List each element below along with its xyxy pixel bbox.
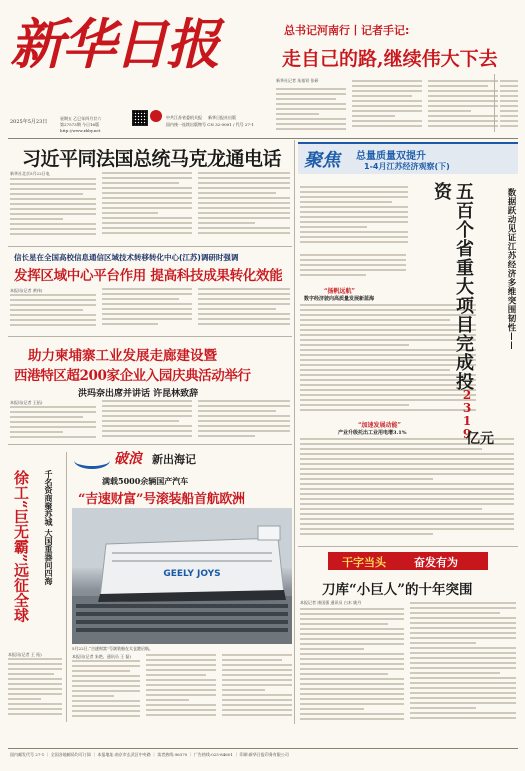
sea-feature-brand-bar	[70, 448, 292, 470]
issue-date: 2025年5月23日	[10, 119, 48, 125]
header-feature-title: 走自己的路,继续伟大下去	[282, 48, 498, 70]
ship-photo-caption: 5月22日,“吉速财富”号滚装船在太仓港启航。	[72, 646, 153, 651]
header-feature-body-4	[500, 80, 518, 132]
focus-box	[298, 142, 518, 174]
ship-name-label: GEELY JOYS	[163, 569, 221, 579]
date-weekday: 星期五 乙巳年四月廿六	[60, 116, 102, 121]
side-story-vertical-title	[484, 188, 516, 432]
footer-info: 国内邮发代号 27-1 ｜ 全国各地邮局均可订阅 ｜ 本报地址:南京市玄武区中央路 ｜ 读者热线:96370 ｜ 广告热线:025-84601 ｜ 印刷:新华日报印务有限公司	[10, 752, 289, 757]
header-feature-byline: 新华社记者 朱基钗 张研	[276, 78, 319, 83]
story-3-sub: 洪玛奈出席并讲话 许昆林致辞	[78, 389, 199, 399]
sea-feature-body-1	[72, 660, 140, 722]
feature-tag-2: 奋发有为	[414, 556, 458, 569]
side-story-kicker-vertical: 数据跃动见证江苏经济多维突围韧性——	[506, 188, 516, 350]
header-feature-kicker: 总书记河南行丨记者手记:	[284, 24, 410, 37]
sea-feature-brand-2: 新出海记	[152, 453, 196, 466]
column-block-byline: 本报讯(记者 王 拓)	[8, 652, 42, 657]
column-block	[8, 466, 62, 724]
side-story-big-title	[416, 182, 474, 440]
focus-box-brand: 聚焦	[304, 150, 340, 171]
header-feature-body	[276, 88, 346, 132]
sea-feature	[8, 446, 292, 724]
side-story-big-title-text: 五百个省重大项目完成投资	[431, 182, 474, 391]
ship-photo	[72, 508, 292, 644]
header-feature	[262, 8, 518, 134]
masthead	[8, 6, 256, 136]
story-3-title-line-1: 助力柬埔寨工业发展走廊建设暨	[28, 348, 217, 364]
story-2-byline: 本报讯(记者 黄伟)	[10, 288, 43, 293]
story-2-body-1	[10, 294, 96, 330]
right-bottom-body-2	[410, 602, 516, 724]
sea-feature-sub: 满载5000余辆国产汽车	[102, 476, 189, 486]
story-2-body-2	[102, 288, 192, 330]
side-story-subhead-1-text: 数字经济驶向高质量发展新蓝海	[304, 296, 375, 302]
sea-feature-brand: 破浪	[114, 451, 142, 467]
feature-tag-1: 干字当头	[342, 556, 386, 569]
side-story-amount: 2319	[460, 388, 474, 440]
lead-story-title: 习近平同法国总统马克龙通电话	[22, 148, 282, 170]
qr-code-icon	[132, 110, 148, 126]
side-story-subhead-1: “扬帆远航”	[324, 288, 355, 295]
right-bottom-byline: 本报记者 康国强 通讯员 白木 姚丹	[300, 600, 362, 605]
lead-story-body-1	[10, 178, 96, 240]
lead-story-dateline: 新华社北京5月22日电	[10, 171, 50, 176]
side-story-body-1	[300, 186, 408, 248]
sea-feature-title: “吉速财富”号滚装船首航欧洲	[78, 492, 245, 507]
publisher-line-2: 新华日报社出版	[208, 115, 236, 120]
right-bottom-body-1	[300, 608, 404, 724]
lead-story	[8, 140, 292, 244]
emblem-icon	[150, 110, 162, 122]
focus-box-title: 总量质量双提升	[356, 151, 426, 162]
side-story	[298, 176, 518, 542]
column-block-title: 徐工“巨无霸”远征全球	[12, 470, 30, 623]
story-3-body-2	[102, 400, 192, 440]
story-3-title-line-2: 西港特区超200家企业入园庆典活动举行	[14, 368, 251, 384]
site-url[interactable]: http://www.xhby.net	[60, 128, 101, 133]
side-story-subhead-2: “加速发展动能”	[358, 422, 401, 429]
story-2	[8, 248, 292, 332]
publisher-line: 中共江苏省委机关报	[166, 115, 202, 120]
masthead-logo: 新华日报	[10, 12, 218, 76]
focus-box-subtitle: 1-4月江苏经济观察(下)	[364, 162, 450, 171]
right-bottom-title: 刀库“小巨人”的十年突围	[322, 582, 473, 598]
feature-tag-bar	[328, 552, 488, 570]
side-story-body-4	[300, 438, 514, 538]
ship-illustration	[72, 508, 292, 644]
header-feature-body-3	[428, 80, 498, 132]
wave-icon	[74, 452, 110, 469]
header-feature-body-2	[352, 80, 422, 132]
lead-story-body-3	[198, 172, 290, 240]
story-2-body-3	[198, 288, 290, 330]
story-3-body-3	[198, 400, 290, 440]
right-bottom-feature	[298, 550, 518, 726]
sea-feature-body-3	[222, 654, 292, 722]
publication-number: 国内统一连续出版物号 CN 32-0001 / 代号 27-1	[166, 122, 254, 127]
story-3	[8, 338, 292, 442]
side-story-unit: 亿元	[466, 431, 494, 447]
sea-feature-byline: 本报讯(记者 朱艳、通讯员 王 磊)	[72, 654, 131, 659]
story-3-byline: 本报讯(记者 王拓)	[10, 400, 43, 405]
story-2-kicker: 信长星在全国高校信息通信区域技术转移转化中心(江苏)调研时强调	[14, 253, 239, 262]
story-2-title: 发挥区域中心平台作用 提高科技成果转化效能	[14, 268, 283, 284]
issue-number: 第27573期 今日16版	[60, 122, 100, 127]
side-story-subhead-2-text: 产业升级托出工业用电增3.1%	[338, 430, 407, 436]
side-story-body-2	[300, 254, 406, 280]
sea-feature-body-2	[146, 654, 216, 722]
column-block-body	[8, 658, 62, 722]
column-block-sub: 千名资商聚苏城 大国重器问四海	[44, 470, 54, 585]
lead-story-body-2	[102, 172, 192, 240]
story-3-body-1	[10, 406, 96, 440]
